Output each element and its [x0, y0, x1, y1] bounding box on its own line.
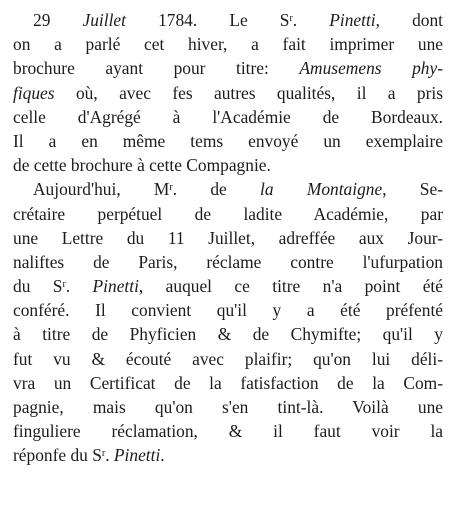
text-line: pagnie, mais qu'on s'en tint-là. Voilà une [13, 397, 443, 417]
paragraph-1 [13, 8, 443, 177]
text-line: crétaire perpétuel de ladite Académie, par [13, 203, 443, 224]
superscript: r [101, 448, 106, 460]
text-line [13, 56, 443, 80]
text-line: finguliere réclamation, & il faut voir la [13, 421, 443, 442]
document-page [13, 8, 443, 468]
date-year: 1784. [158, 10, 198, 30]
text-run: Aujourd'hui, M [33, 179, 170, 200]
superscript: r [62, 279, 66, 291]
text-run: . [292, 10, 330, 30]
text-run: réponfe du S [13, 445, 102, 466]
text-line: naliftes de Paris, réclame contre l'ufurpation [13, 251, 443, 272]
text-line [13, 8, 443, 32]
book-title: Amusemens phy- [299, 58, 443, 79]
text-line: vra un Certificat de la fatisfaction de la Com- [13, 372, 443, 393]
text-line: on a parlé cet hiver, a fait imprimer une [13, 34, 443, 55]
book-title: fiques [13, 82, 55, 103]
text-run: du S [13, 276, 63, 297]
person-name: Pinetti [113, 445, 161, 466]
text-run: . [105, 445, 114, 466]
text-run: brochure ayant pour titre: [13, 58, 300, 79]
date-day: 29 [33, 10, 51, 30]
text-run: , Se- [382, 179, 443, 200]
text-run: , auquel ce titre n'a point été [138, 276, 443, 297]
text-line: de cette brochure à cette Compagnie. [13, 155, 271, 176]
text-run: . [160, 445, 165, 466]
person-name: Pinetti [92, 276, 139, 297]
text-line [13, 443, 443, 467]
text-line: fut vu & écouté avec plaifir; qu'on lui déli- [13, 348, 443, 369]
superscript: r [289, 13, 293, 24]
text-line: conféré. Il convient qu'il y a été préfenté [13, 300, 443, 321]
text-line [13, 274, 443, 298]
text-line: à titre de Phyficien & de Chymifte; qu'il y [13, 324, 443, 345]
text-line: celle d'Agrégé à l'Académie de Bordeaux. [13, 106, 443, 127]
paragraph-2 [13, 177, 443, 467]
text-run: . de [172, 179, 261, 200]
text-run: où, avec fes autres qualités, il a pris [54, 82, 443, 103]
person-name: la Montaigne [260, 179, 383, 200]
text-run: Le S [229, 10, 290, 30]
superscript: r [169, 182, 173, 194]
text-run: , dont [375, 10, 443, 30]
text-line [13, 177, 443, 201]
text-line: Il a en même tems envoyé un exemplaire [13, 130, 443, 151]
person-name: Pinetti [329, 10, 376, 30]
text-line: une Lettre du 11 Juillet, adreffée aux Jour- [13, 227, 443, 248]
text-run: . [65, 276, 93, 297]
date-month: Juillet [82, 10, 126, 30]
text-line [13, 81, 443, 105]
